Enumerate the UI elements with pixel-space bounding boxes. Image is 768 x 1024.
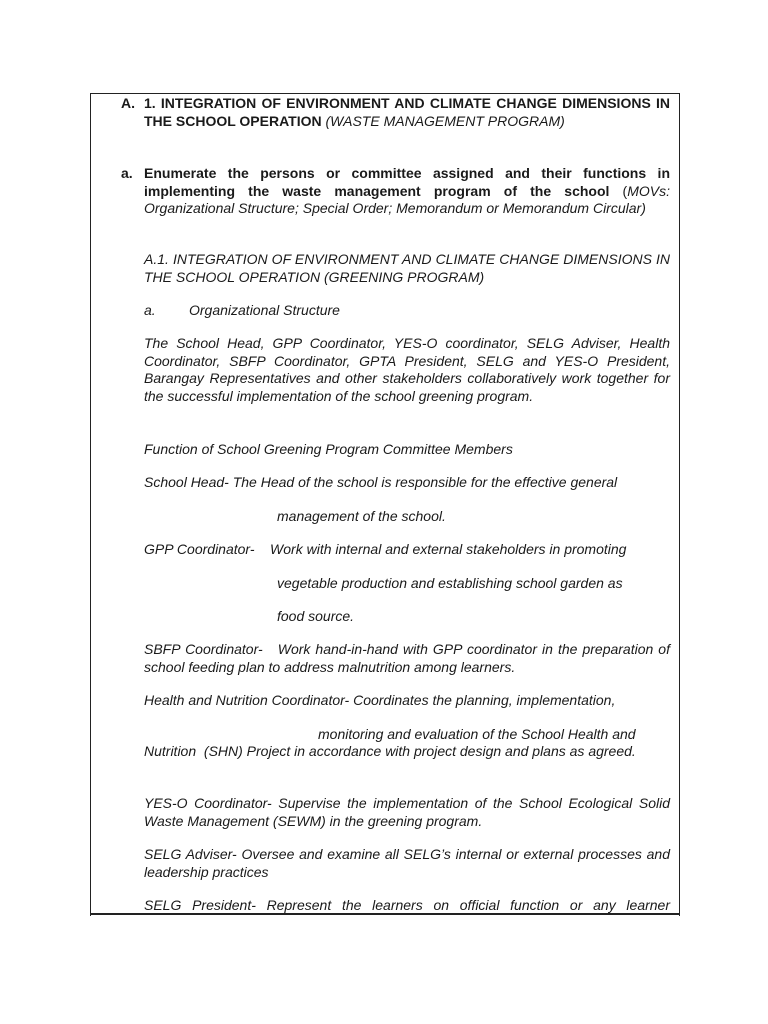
role-selg-adviser: SELG Adviser- Oversee and examine all SELG’s internal or external processes and leadership practices <box>144 846 670 880</box>
item-question-movs: MOVs: Organizational Structure; Special Order; Memorandum or Memorandum Circular) <box>144 182 670 216</box>
role-gpp-coordinator: GPP Coordinator- Work with internal and external stakeholders in promoting <box>144 541 627 557</box>
org-paragraph: The School Head, GPP Coordinator, YES-O coordinator, SELG Adviser, Health Coordinator, SBFP Coordinator, GPTA President, SELG and YES-O President, Barangay Representatives and other stakeholders collaboratively work together for the successful implementation of the school greening program. <box>144 335 670 404</box>
item-question <box>144 165 670 218</box>
role-health-coordinator: Health and Nutrition Coordinator- Coordinates the planning, implementation, <box>144 692 616 708</box>
frame-bottom-rule <box>90 913 680 915</box>
role-gpp-coordinator-cont: vegetable production and establishing school garden as <box>277 575 623 591</box>
section-heading-italic: (WASTE MANAGEMENT PROGRAM) <box>321 112 565 129</box>
role-health-coordinator-cont: monitoring and evaluation of the School Health and <box>318 726 636 742</box>
role-health-coordinator-rest: Nutrition (SHN) Project in accordance with project design and plans as agreed. <box>144 743 636 759</box>
content-frame <box>90 93 680 916</box>
item-letter: a. <box>121 165 133 181</box>
org-structure-letter: a. <box>144 302 156 318</box>
role-gpp-coordinator-cont2: food source. <box>277 608 355 624</box>
section-number: A. <box>121 95 135 111</box>
org-structure-label: Organizational Structure <box>189 302 340 318</box>
role-sbfp-coordinator: SBFP Coordinator- Work hand-in-hand with GPP coordinator in the preparation of school feeding plan to address malnutrition among learners. <box>144 641 678 675</box>
section-heading <box>144 95 670 130</box>
role-selg-president: SELG President- Represent the learners on official function or any learner <box>144 897 670 913</box>
role-school-head: School Head- The Head of the school is responsible for the effective general <box>144 474 618 490</box>
role-school-head-cont: management of the school. <box>277 508 446 524</box>
item-question-bold: Enumerate the persons or committee assigned and their functions in implementing the waste management program of the school <box>144 165 670 199</box>
role-yeso-coordinator: YES-O Coordinator- Supervise the implementation of the School Ecological Solid Waste Management (SEWM) in the greening program. <box>144 795 670 829</box>
item-question-paren: ( <box>609 182 628 199</box>
greening-heading: A.1. INTEGRATION OF ENVIRONMENT AND CLIMATE CHANGE DIMENSIONS IN THE SCHOOL OPERATION (GREENING PROGRAM) <box>144 251 670 285</box>
section-heading-bold: 1. INTEGRATION OF ENVIRONMENT AND CLIMATE CHANGE DIMENSIONS IN THE SCHOOL OPERATION <box>144 95 670 129</box>
function-heading: Function of School Greening Program Committee Members <box>144 441 513 457</box>
